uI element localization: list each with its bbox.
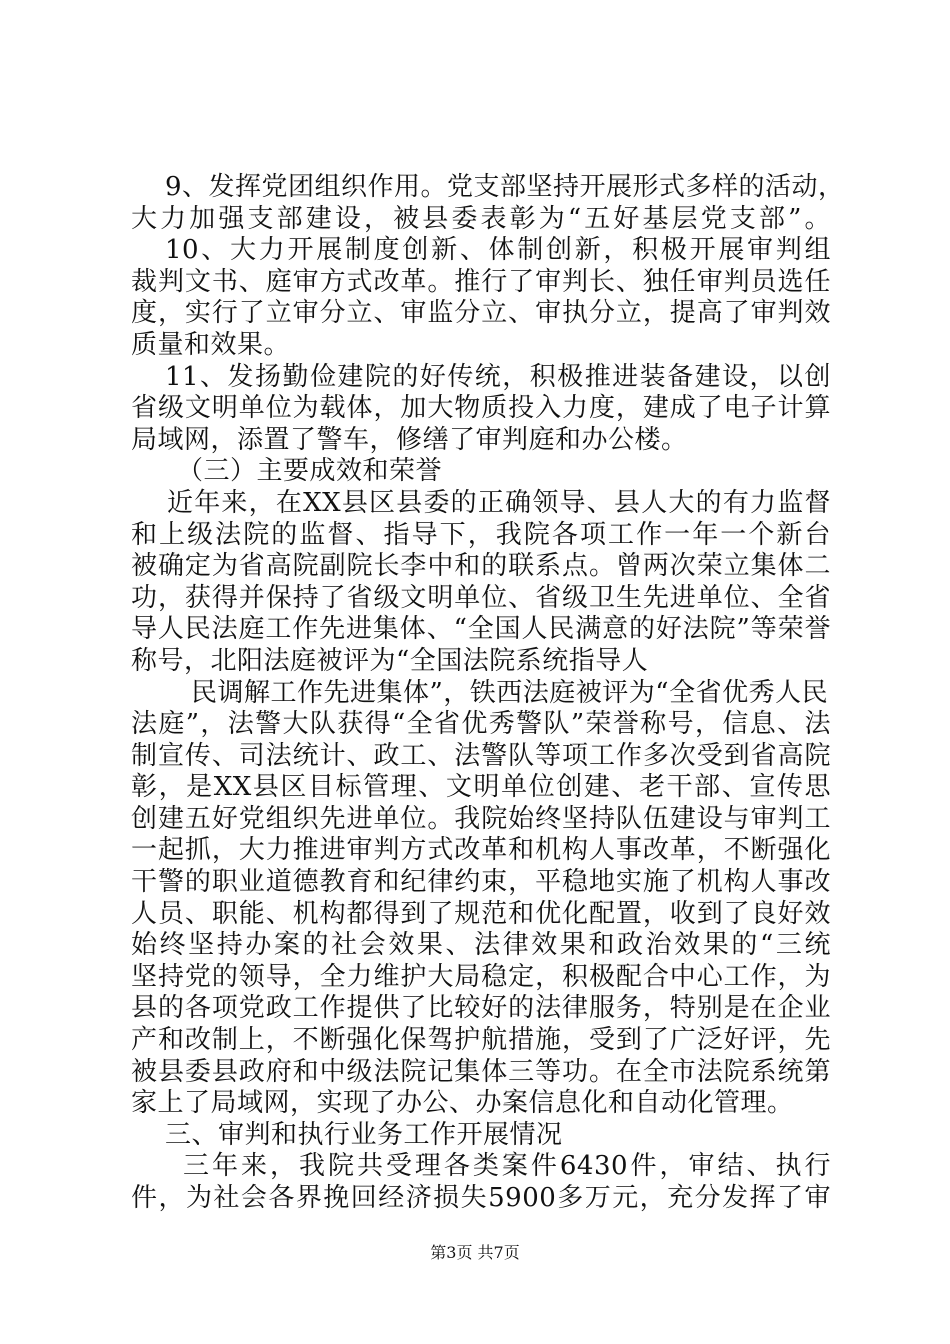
page-footer bbox=[0, 1243, 950, 1263]
paragraph-line: 法庭”，法警大队获得“全省优秀警队”荣誉称号，信息、法 bbox=[131, 709, 831, 740]
paragraph-line: 被县委县政府和中级法院记集体三等功。在全市法院系统第 bbox=[131, 1056, 831, 1087]
paragraph-line: 制宣传、司法统计、政工、法警队等项工作多次受到省高院 bbox=[131, 740, 831, 771]
paragraph-line: 10、大力开展制度创新、体制创新，积极开展审判组 bbox=[165, 235, 831, 266]
paragraph-line: 11、发扬勤俭建院的好传统，积极推进装备建设，以创 bbox=[165, 361, 831, 392]
section-heading: 三、审判和执行业务工作开展情况 bbox=[165, 1119, 563, 1150]
paragraph-line: 导人民法庭工作先进集体、“全国人民满意的好法院”等荣誉 bbox=[131, 614, 831, 645]
paragraph-line: 件，为社会各界挽回经济损失5900多万元，充分发挥了审 bbox=[131, 1183, 831, 1213]
paragraph-line: 省级文明单位为载体，加大物质投入力度，建成了电子计算 bbox=[131, 393, 831, 424]
paragraph-line: 家上了局域网，实现了办公、办案信息化和自动化管理。 bbox=[131, 1088, 794, 1119]
paragraph-line: 被确定为省高院副院长李中和的联系点。曾两次荣立集体二 bbox=[131, 551, 831, 582]
page-number: 第3页 共7页 bbox=[430, 1243, 520, 1262]
paragraph-line: 大力加强支部建设，被县委表彰为“五好基层党支部”。 bbox=[131, 203, 831, 234]
paragraph-line: 创建五好党组织先进单位。我院始终坚持队伍建设与审判工 bbox=[131, 803, 831, 834]
document-body bbox=[131, 172, 845, 1215]
paragraph-line: 近年来，在XX县区县委的正确领导、县人大的有力监督 bbox=[167, 487, 831, 518]
paragraph-line: 局域网，添置了警车，修缮了审判庭和办公楼。 bbox=[131, 424, 688, 455]
section-heading: （三）主要成效和荣誉 bbox=[177, 456, 443, 487]
paragraph-line: 彰，是XX县区目标管理、文明单位创建、老干部、宣传思 bbox=[131, 772, 831, 803]
paragraph-line: 干警的职业道德教育和纪律约束，平稳地实施了机构人事改 bbox=[131, 867, 831, 898]
paragraph-line: 质量和效果。 bbox=[131, 329, 291, 360]
paragraph-line: 人员、职能、机构都得到了规范和优化配置，收到了良好效 bbox=[131, 898, 831, 929]
paragraph-line: 度，实行了立审分立、审监分立、审执分立，提高了审判效 bbox=[131, 298, 831, 329]
paragraph-line: 三年来，我院共受理各类案件6430件，审结、执行 bbox=[183, 1151, 831, 1182]
paragraph-line: 产和改制上，不断强化保驾护航措施，受到了广泛好评，先 bbox=[131, 1025, 831, 1056]
paragraph-line: 裁判文书、庭审方式改革。推行了审判长、独任审判员选任 bbox=[131, 266, 831, 297]
paragraph-line: 称号，北阳法庭被评为“全国法院系统指导人 bbox=[131, 645, 649, 676]
paragraph-line: 坚持党的领导，全力维护大局稳定，积极配合中心工作，为 bbox=[131, 961, 831, 992]
paragraph-line: 民调解工作先进集体”，铁西法庭被评为“全省优秀人民 bbox=[191, 677, 829, 708]
paragraph-line: 县的各项党政工作提供了比较好的法律服务，特别是在企业 bbox=[131, 993, 831, 1024]
paragraph-line: 和上级法院的监督、指导下，我院各项工作一年一个新台 bbox=[131, 519, 831, 550]
paragraph-line: 一起抓，大力推进审判方式改革和机构人事改革，不断强化 bbox=[131, 835, 831, 866]
paragraph-line: 始终坚持办案的社会效果、法律效果和政治效果的“三统 bbox=[131, 930, 831, 961]
paragraph-line: 9、发挥党团组织作用。党支部坚持开展形式多样的活动， bbox=[165, 172, 845, 202]
paragraph-line: 功，获得并保持了省级文明单位、省级卫生先进单位、全省 bbox=[131, 582, 831, 613]
